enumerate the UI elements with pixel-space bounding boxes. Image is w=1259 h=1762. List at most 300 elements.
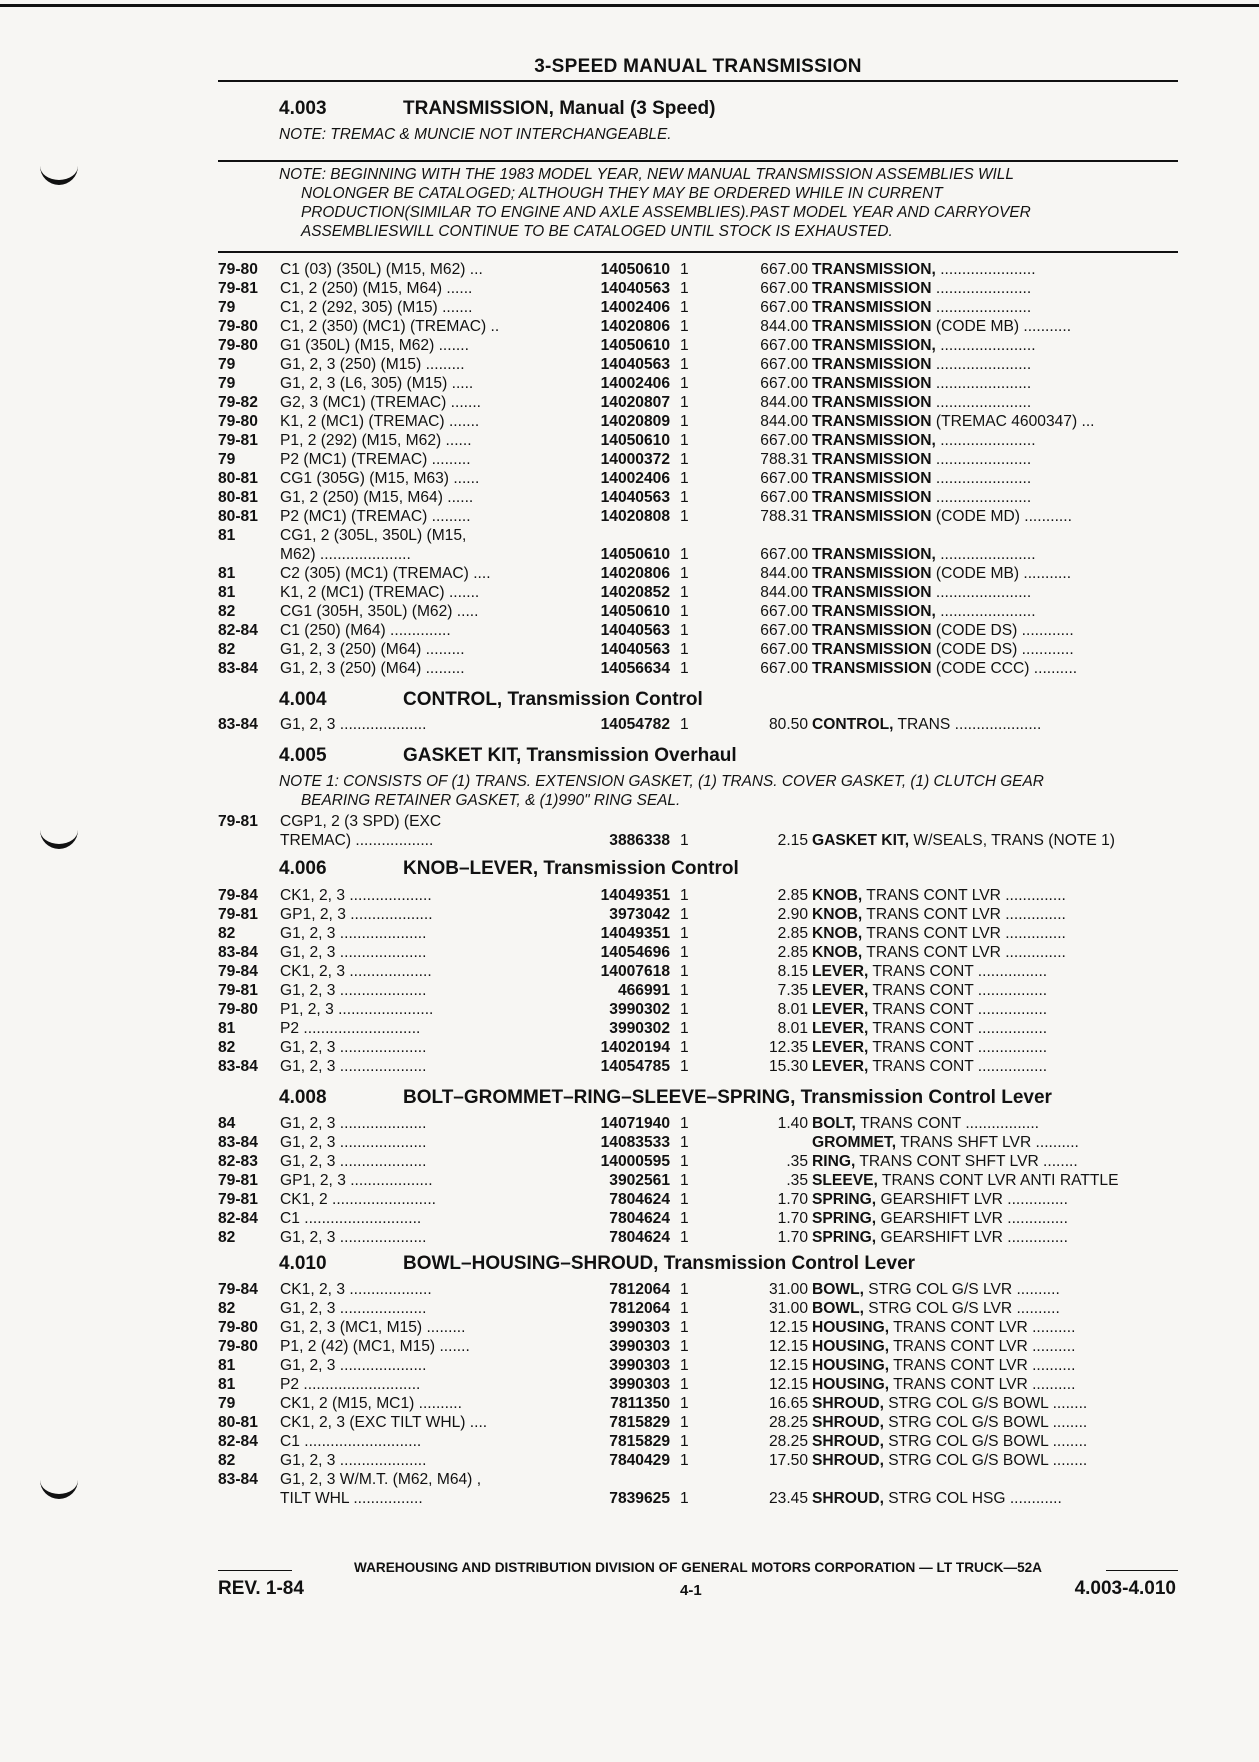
description-noun: TRANSMISSION — [812, 451, 932, 468]
price: 667.00 — [760, 261, 808, 278]
model-years: 79-84 — [218, 963, 258, 980]
description — [812, 545, 1178, 564]
description — [812, 1133, 1178, 1152]
price: 28.25 — [768, 1433, 808, 1450]
note-rule — [218, 160, 1178, 162]
description-detail: TRANS CONT SHFT LVR ........ — [855, 1153, 1078, 1170]
table-row — [218, 886, 1178, 905]
parts-table — [218, 886, 1178, 1076]
quantity: 1 — [680, 508, 689, 525]
quantity: 1 — [680, 982, 689, 999]
description-noun: TRANSMISSION — [812, 299, 932, 316]
description — [812, 260, 1178, 279]
description-noun: TRANSMISSION — [812, 470, 932, 487]
price: 2.85 — [777, 944, 808, 961]
description — [812, 621, 1178, 640]
description — [812, 336, 1178, 355]
description — [812, 943, 1178, 962]
quantity: 1 — [680, 832, 689, 849]
model-years: 83-84 — [218, 944, 258, 961]
model-years: 79-80 — [218, 413, 258, 430]
description — [812, 317, 1178, 336]
model-years: 80-81 — [218, 470, 258, 487]
section-title: KNOB–LEVER, Transmission Control — [403, 858, 739, 879]
price: 2.90 — [777, 906, 808, 923]
part-number: 7804624 — [609, 1191, 670, 1208]
description-noun: LEVER, — [812, 963, 869, 980]
table-row — [218, 412, 1178, 431]
parts-table — [218, 1114, 1178, 1247]
description-detail: TRANS CONT ................ — [868, 1039, 1048, 1056]
quantity: 1 — [680, 1020, 689, 1037]
description-detail: TRANS CONT LVR .......... — [889, 1338, 1076, 1355]
description-detail: TRANS CONT LVR .......... — [889, 1319, 1076, 1336]
description-detail: ...................... — [931, 299, 1032, 316]
price: 788.31 — [760, 508, 808, 525]
description-noun: TRANSMISSION — [812, 584, 932, 601]
note-line: NOLONGER BE CATALOGED; ALTHOUGH THEY MAY BE ORDERED WHILE IN CURRENT — [301, 185, 943, 202]
page-number: 4-1 — [680, 1582, 702, 1599]
model-years: 79-81 — [218, 813, 258, 830]
description-detail: ...................... — [935, 337, 1036, 354]
description — [812, 1152, 1178, 1171]
table-row — [218, 1470, 1178, 1489]
description — [812, 1356, 1178, 1375]
price: 8.01 — [777, 1020, 808, 1037]
description-detail: ...................... — [931, 375, 1032, 392]
description-noun: TRANSMISSION — [812, 394, 932, 411]
description-detail: (CODE DS) ............ — [931, 622, 1074, 639]
description-noun: TRANSMISSION — [812, 508, 932, 525]
quantity: 1 — [680, 660, 689, 677]
model-years: 81 — [218, 565, 236, 582]
description-detail: ...................... — [931, 356, 1032, 373]
description-noun: BOLT, — [812, 1115, 856, 1132]
section-heading — [279, 745, 737, 767]
description-detail: TRANS CONT ................ — [868, 982, 1048, 999]
parts-table — [218, 260, 1178, 678]
table-row — [218, 831, 1178, 850]
model-spec: G1, 2, 3 W/M.T. (M62, M64) , — [280, 1471, 482, 1488]
description — [812, 1228, 1178, 1247]
part-number: 3990303 — [609, 1376, 670, 1393]
description — [812, 1413, 1178, 1432]
table-row — [218, 431, 1178, 450]
quantity: 1 — [680, 1210, 689, 1227]
quantity: 1 — [680, 887, 689, 904]
model-years: 79 — [218, 1395, 236, 1412]
model-years: 83-84 — [218, 1471, 258, 1488]
description-noun: TRANSMISSION — [812, 356, 932, 373]
description-detail: TRANS CONT LVR .............. — [862, 925, 1066, 942]
note: NOTE: TREMAC & MUNCIE NOT INTERCHANGEABLE. — [279, 126, 672, 143]
part-number: 3990303 — [609, 1319, 670, 1336]
model-years: 79-80 — [218, 318, 258, 335]
table-row — [218, 1375, 1178, 1394]
quantity: 1 — [680, 1229, 689, 1246]
quantity: 1 — [680, 1191, 689, 1208]
table-row — [218, 1228, 1178, 1247]
price: 667.00 — [760, 489, 808, 506]
description-detail: ...................... — [931, 584, 1032, 601]
description-detail: GEARSHIFT LVR .............. — [876, 1210, 1068, 1227]
table-row — [218, 1299, 1178, 1318]
description — [812, 279, 1178, 298]
table-row — [218, 355, 1178, 374]
table-row — [218, 1171, 1178, 1190]
description-detail: ...................... — [935, 603, 1036, 620]
price: 2.85 — [777, 887, 808, 904]
price: 17.50 — [768, 1452, 808, 1469]
price: 667.00 — [760, 622, 808, 639]
description — [812, 924, 1178, 943]
note-line: NOTE 1: CONSISTS OF (1) TRANS. EXTENSION GASKET, (1) TRANS. COVER GASKET, (1) CLUTCH GEAR — [279, 773, 1044, 790]
price: 12.15 — [768, 1376, 808, 1393]
description — [812, 374, 1178, 393]
note-line: PRODUCTION(SIMILAR TO ENGINE AND AXLE ASSEMBLIES).PAST MODEL YEAR AND CARRYOVER — [301, 204, 1031, 221]
description-detail: TRANS CONT LVR .......... — [889, 1357, 1076, 1374]
description-noun: KNOB, — [812, 944, 863, 961]
model-spec: P2 ........................... — [280, 1376, 421, 1393]
table-row — [218, 488, 1178, 507]
model-years: 83-84 — [218, 660, 258, 677]
description-noun: LEVER, — [812, 1039, 869, 1056]
table-row — [218, 393, 1178, 412]
part-number: 3973042 — [609, 906, 670, 923]
description-detail: TRANS CONT LVR ANTI RATTLE — [877, 1172, 1119, 1189]
model-spec: G1, 2 (250) (M15, M64) ...... — [280, 489, 474, 506]
quantity: 1 — [680, 1134, 689, 1151]
part-number: 14002406 — [600, 375, 670, 392]
price: 667.00 — [760, 470, 808, 487]
price: 844.00 — [760, 394, 808, 411]
description — [812, 981, 1178, 1000]
price: 1.40 — [777, 1115, 808, 1132]
part-number: 14000372 — [600, 451, 670, 468]
model-spec: G1, 2, 3 .................... — [280, 925, 427, 942]
description — [812, 1375, 1178, 1394]
model-years: 81 — [218, 1376, 236, 1393]
table-row — [218, 260, 1178, 279]
part-number: 14020806 — [600, 318, 670, 335]
model-years: 79 — [218, 451, 236, 468]
model-years: 82 — [218, 1229, 236, 1246]
model-years: 82 — [218, 603, 236, 620]
description-noun: TRANSMISSION — [812, 622, 932, 639]
part-number: 14020807 — [600, 394, 670, 411]
description-noun: HOUSING, — [812, 1357, 890, 1374]
model-spec: M62) ..................... — [280, 546, 411, 563]
part-number: 14007618 — [600, 963, 670, 980]
model-years: 79 — [218, 356, 236, 373]
description-noun: BOWL, — [812, 1300, 864, 1317]
part-number: 14002406 — [600, 470, 670, 487]
model-spec: C1, 2 (250) (M15, M64) ...... — [280, 280, 473, 297]
model-years: 79-80 — [218, 1338, 258, 1355]
description-detail: (CODE MB) ........... — [931, 318, 1072, 335]
price: 667.00 — [760, 546, 808, 563]
description-noun: TRANSMISSION — [812, 660, 932, 677]
description-noun: TRANSMISSION — [812, 280, 932, 297]
table-row — [218, 1432, 1178, 1451]
section-number: 4.005 — [279, 745, 327, 766]
table-row — [218, 317, 1178, 336]
model-years: 82 — [218, 1452, 236, 1469]
description-noun: SHROUD, — [812, 1414, 884, 1431]
section-number: 4.004 — [279, 689, 327, 710]
table-row — [218, 715, 1178, 734]
description — [812, 1190, 1178, 1209]
model-spec: G1, 2, 3 .................... — [280, 944, 427, 961]
description-noun: TRANSMISSION, — [812, 337, 936, 354]
quantity: 1 — [680, 1058, 689, 1075]
model-spec: CG1 (305G) (M15, M63) ...... — [280, 470, 480, 487]
description — [812, 488, 1178, 507]
parts-table — [218, 812, 1178, 850]
table-row — [218, 1280, 1178, 1299]
model-spec: C1 (250) (M64) .............. — [280, 622, 451, 639]
quantity: 1 — [680, 1338, 689, 1355]
description-noun: BOWL, — [812, 1281, 864, 1298]
description — [812, 1318, 1178, 1337]
description-noun: TRANSMISSION — [812, 375, 932, 392]
model-years: 79-80 — [218, 261, 258, 278]
price: 788.31 — [760, 451, 808, 468]
model-years: 79-80 — [218, 337, 258, 354]
model-spec: P1, 2, 3 ...................... — [280, 1001, 434, 1018]
price: 1.70 — [777, 1229, 808, 1246]
model-spec: TREMAC) .................. — [280, 832, 434, 849]
part-number: 3886338 — [609, 832, 670, 849]
price: 667.00 — [760, 337, 808, 354]
part-number: 14040563 — [600, 641, 670, 658]
description-detail: TRANS CONT ................. — [855, 1115, 1040, 1132]
model-years: 81 — [218, 1020, 236, 1037]
part-number: 7812064 — [609, 1300, 670, 1317]
description-detail: STRG COL G/S LVR .......... — [863, 1300, 1060, 1317]
section-number: 4.006 — [279, 858, 327, 879]
model-spec: C1 (03) (350L) (M15, M62) ... — [280, 261, 483, 278]
quantity: 1 — [680, 944, 689, 961]
quantity: 1 — [680, 280, 689, 297]
price: 31.00 — [768, 1300, 808, 1317]
description-noun: TRANSMISSION — [812, 641, 932, 658]
quantity: 1 — [680, 1281, 689, 1298]
table-row — [218, 1057, 1178, 1076]
model-spec: C1 ........................... — [280, 1210, 422, 1227]
table-row — [218, 545, 1178, 564]
binder-hole — [40, 166, 78, 185]
description — [812, 469, 1178, 488]
description-noun: HOUSING, — [812, 1319, 890, 1336]
model-spec: P2 (MC1) (TREMAC) ......... — [280, 451, 471, 468]
table-row — [218, 1413, 1178, 1432]
model-spec: GP1, 2, 3 ................... — [280, 1172, 433, 1189]
price: 2.85 — [777, 925, 808, 942]
description-detail: ...................... — [931, 470, 1032, 487]
description-noun: LEVER, — [812, 1001, 869, 1018]
description-detail: TRANS CONT LVR .......... — [889, 1376, 1076, 1393]
description — [812, 393, 1178, 412]
description-detail: TRANS CONT LVR .............. — [862, 944, 1066, 961]
part-number: 3990302 — [609, 1020, 670, 1037]
model-spec: G1, 2, 3 (250) (M64) ......... — [280, 660, 465, 677]
table-row — [218, 812, 1178, 831]
part-number: 14054696 — [600, 944, 670, 961]
table-row — [218, 564, 1178, 583]
quantity: 1 — [680, 1115, 689, 1132]
quantity: 1 — [680, 963, 689, 980]
model-years: 80-81 — [218, 489, 258, 506]
description-detail: TRANS CONT ................ — [868, 1020, 1048, 1037]
model-spec: CK1, 2, 3 ................... — [280, 963, 432, 980]
quantity: 1 — [680, 1001, 689, 1018]
part-number: 14020809 — [600, 413, 670, 430]
model-spec: K1, 2 (MC1) (TREMAC) ....... — [280, 584, 480, 601]
section-title: GASKET KIT, Transmission Overhaul — [403, 745, 737, 766]
part-number: 14050610 — [600, 337, 670, 354]
revision: REV. 1-84 — [218, 1578, 304, 1599]
price: 667.00 — [760, 603, 808, 620]
section-title: BOWL–HOUSING–SHROUD, Transmission Control Lever — [403, 1253, 916, 1274]
description-detail: TRANS CONT LVR .............. — [862, 887, 1066, 904]
description — [812, 1019, 1178, 1038]
description-noun: GASKET KIT, — [812, 832, 910, 849]
model-spec: G1, 2, 3 .................... — [280, 1452, 427, 1469]
description — [812, 507, 1178, 526]
quantity: 1 — [680, 565, 689, 582]
description-detail: TRANS CONT ................ — [868, 1058, 1048, 1075]
quantity: 1 — [680, 1039, 689, 1056]
price: 1.70 — [777, 1191, 808, 1208]
part-number: 14050610 — [600, 261, 670, 278]
description-noun: KNOB, — [812, 906, 863, 923]
table-row — [218, 962, 1178, 981]
quantity: 1 — [680, 318, 689, 335]
description-noun: SHROUD, — [812, 1433, 884, 1450]
part-number: 3902561 — [609, 1172, 670, 1189]
model-years: 82 — [218, 641, 236, 658]
quantity: 1 — [680, 1414, 689, 1431]
part-number: 7840429 — [609, 1452, 670, 1469]
quantity: 1 — [680, 1153, 689, 1170]
model-years: 79-81 — [218, 280, 258, 297]
table-row — [218, 1133, 1178, 1152]
model-years: 82-84 — [218, 1433, 258, 1450]
section-heading — [279, 1087, 1052, 1109]
price: 667.00 — [760, 432, 808, 449]
description-detail: (CODE MD) ........... — [931, 508, 1072, 525]
model-spec: G1, 2, 3 .................... — [280, 1357, 427, 1374]
note-block — [279, 165, 1179, 241]
model-spec: CGP1, 2 (3 SPD) (EXC — [280, 813, 442, 830]
price: 8.15 — [777, 963, 808, 980]
table-row — [218, 298, 1178, 317]
description-detail: ...................... — [931, 489, 1032, 506]
table-row — [218, 279, 1178, 298]
price: 28.25 — [768, 1414, 808, 1431]
model-spec: C2 (305) (MC1) (TREMAC) .... — [280, 565, 491, 582]
price: 667.00 — [760, 280, 808, 297]
price: 667.00 — [760, 356, 808, 373]
table-row — [218, 602, 1178, 621]
model-spec: C1, 2 (350) (MC1) (TREMAC) .. — [280, 318, 500, 335]
description — [812, 1280, 1178, 1299]
table-row — [218, 374, 1178, 393]
model-years: 79 — [218, 299, 236, 316]
description-noun: RING, — [812, 1153, 856, 1170]
model-spec: P1, 2 (292) (M15, M62) ...... — [280, 432, 472, 449]
part-number: 14050610 — [600, 432, 670, 449]
price: .35 — [786, 1153, 808, 1170]
price: 8.01 — [777, 1001, 808, 1018]
section-title: CONTROL, Transmission Control — [403, 689, 703, 710]
model-spec: G1, 2, 3 .................... — [280, 1039, 427, 1056]
model-spec: CK1, 2 (M15, MC1) .......... — [280, 1395, 462, 1412]
table-row — [218, 905, 1178, 924]
part-number: 14083533 — [600, 1134, 670, 1151]
model-years: 83-84 — [218, 1134, 258, 1151]
page-range: 4.003-4.010 — [1074, 1578, 1176, 1599]
quantity: 1 — [680, 1452, 689, 1469]
part-number: 14002406 — [600, 299, 670, 316]
quantity: 1 — [680, 1490, 689, 1507]
description — [812, 1114, 1178, 1133]
description — [812, 640, 1178, 659]
part-number: 3990303 — [609, 1338, 670, 1355]
description-detail: TRANS CONT LVR .............. — [862, 906, 1066, 923]
description-noun: HOUSING, — [812, 1376, 890, 1393]
table-row — [218, 621, 1178, 640]
table-row — [218, 1114, 1178, 1133]
description — [812, 1394, 1178, 1413]
section-number: 4.008 — [279, 1087, 327, 1108]
part-number: 7812064 — [609, 1281, 670, 1298]
model-spec: C1 ........................... — [280, 1433, 422, 1450]
price: 2.15 — [777, 832, 808, 849]
description-noun: HOUSING, — [812, 1338, 890, 1355]
part-number: 466991 — [617, 982, 670, 999]
model-years: 82-84 — [218, 1210, 258, 1227]
description-detail: (TREMAC 4600347) ... — [931, 413, 1095, 430]
table-row — [218, 1019, 1178, 1038]
part-number: 14040563 — [600, 489, 670, 506]
price: 667.00 — [760, 641, 808, 658]
section-number: 4.010 — [279, 1253, 327, 1274]
section-heading — [279, 98, 715, 120]
part-number: 14040563 — [600, 356, 670, 373]
quantity: 1 — [680, 1376, 689, 1393]
description-detail: TRANS CONT ................ — [868, 1001, 1048, 1018]
part-number: 14040563 — [600, 622, 670, 639]
model-spec: CK1, 2, 3 ................... — [280, 1281, 432, 1298]
model-spec: G1, 2, 3 .................... — [280, 1134, 427, 1151]
description-detail: GEARSHIFT LVR .............. — [876, 1229, 1068, 1246]
model-years: 80-81 — [218, 1414, 258, 1431]
table-row — [218, 1451, 1178, 1470]
model-years: 84 — [218, 1115, 236, 1132]
quantity: 1 — [680, 1433, 689, 1450]
price: 12.15 — [768, 1338, 808, 1355]
note-block — [279, 772, 1179, 810]
price: 31.00 — [768, 1281, 808, 1298]
table-row — [218, 469, 1178, 488]
description — [812, 1171, 1178, 1190]
price: 844.00 — [760, 413, 808, 430]
description — [812, 564, 1178, 583]
quantity: 1 — [680, 1172, 689, 1189]
model-years: 81 — [218, 1357, 236, 1374]
